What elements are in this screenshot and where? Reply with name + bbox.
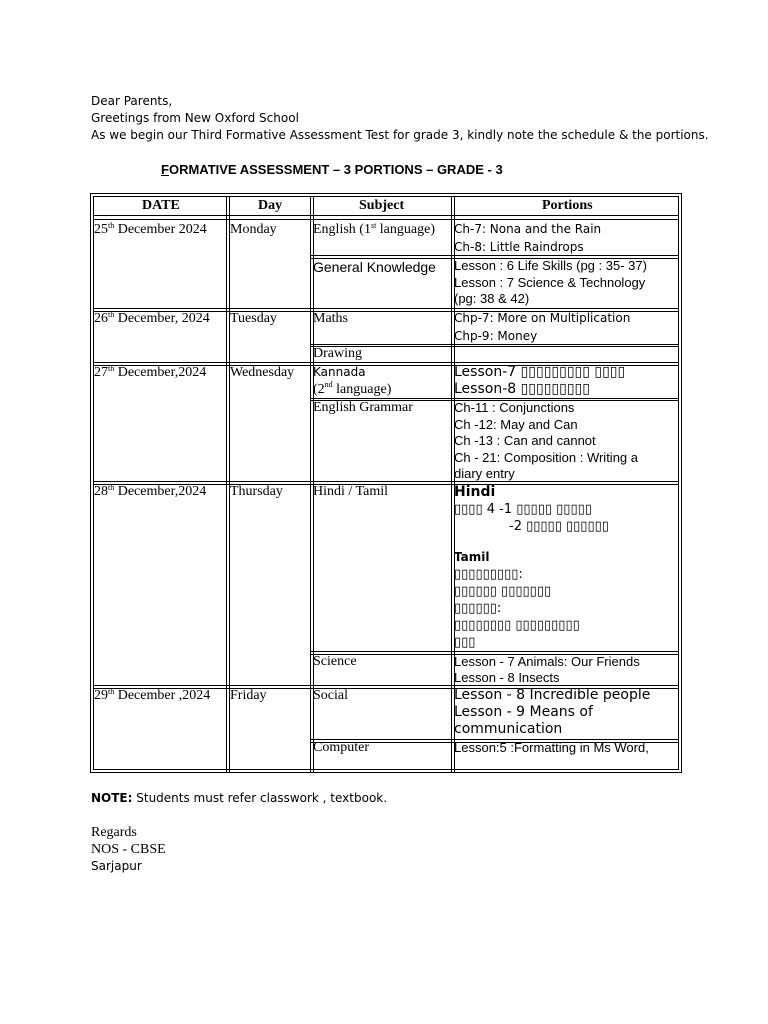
row-divider: [310, 398, 679, 399]
table-row-date: 27th December,2024: [94, 364, 207, 380]
table-row-date: 28th December,2024: [94, 483, 207, 499]
header-portions: Portions: [542, 198, 593, 213]
table-row-day: Wednesday: [230, 365, 295, 380]
row-divider: [93, 685, 679, 686]
subject-gk: General Knowledge: [313, 259, 436, 275]
row-divider: [310, 651, 679, 652]
subject-computer: Computer: [313, 740, 369, 755]
salutation: Dear Parents,: [91, 94, 173, 108]
note-label: NOTE:: [91, 791, 133, 805]
regards: Regards: [91, 825, 137, 840]
header-divider: [93, 215, 679, 216]
row-divider: [310, 346, 679, 347]
school-name: NOS - CBSE: [91, 842, 166, 857]
subject-hindi-tamil: Hindi / Tamil: [313, 484, 388, 499]
subject-kannada: Kannada (2nd language): [313, 365, 392, 397]
signature-block: [91, 824, 166, 875]
portions-kannada: Lesson-7 ▯▯▯▯▯▯▯▯▯ ▯▯▯▯ Lesson-8 ▯▯▯▯▯▯▯▯▯: [454, 364, 626, 397]
subject-english-grammar: English Grammar: [313, 400, 413, 415]
title-rest: ORMATIVE ASSESSMENT – 3 PORTIONS – GRADE - 3: [168, 162, 503, 177]
intro-message: As we begin our Third Formative Assessment Test for grade 3, kindly note the schedule & the portions.: [91, 128, 709, 142]
column-divider: [310, 196, 311, 772]
subject-maths: Maths: [313, 311, 348, 326]
column-divider: [451, 196, 452, 772]
header-day: Day: [258, 198, 283, 213]
table-row-date: 25th December 2024: [94, 221, 207, 237]
schedule-table: [90, 193, 682, 773]
table-row-day: Thursday: [230, 484, 283, 499]
intro-text: [91, 93, 709, 144]
table-row-date: 26th December, 2024: [94, 310, 210, 326]
page-title: [161, 162, 503, 177]
portions-gk: Lesson : 6 Life Skills (pg : 35- 37) Lesson : 7 Science & Technology (pg: 38 & 42): [454, 258, 647, 306]
portions-social: Lesson - 8 Incredible people Lesson - 9 Means of communication: [454, 687, 651, 737]
title-first-letter: F: [161, 162, 169, 177]
subject-drawing: Drawing: [313, 346, 362, 361]
portions-computer: Lesson:5 :Formatting in Ms Word,: [454, 740, 649, 755]
header-date: DATE: [142, 198, 180, 213]
subject-english: English (1st language): [313, 221, 435, 237]
note-text: Students must refer classwork , textbook.: [132, 791, 388, 805]
subject-science: Science: [313, 654, 357, 669]
note: [91, 791, 387, 805]
table-row-date: 29th December ,2024: [94, 687, 211, 703]
portions-hindi-tamil: Hindi ▯▯▯▯ 4 -1 ▯▯▯▯▯ ▯▯▯▯▯ -2 ▯▯▯▯▯ ▯▯▯▯▯▯ Tamil ▯▯▯▯▯▯▯▯▯: ▯▯▯▯▯▯ ▯▯▯▯▯▯▯ ▯▯▯▯▯▯: ▯▯▯▯▯▯▯▯ ▯▯▯▯▯▯▯▯▯ ▯▯▯: [454, 484, 609, 650]
school-location: Sarjapur: [91, 859, 142, 873]
portions-english: Ch-7: Nona and the Rain Ch-8: Little Raindrops: [454, 222, 602, 254]
column-divider: [226, 196, 227, 772]
greeting: Greetings from New Oxford School: [91, 111, 299, 125]
table-row-day: Monday: [230, 222, 277, 237]
portions-science: Lesson - 7 Animals: Our Friends Lesson - 8 Insects: [454, 654, 640, 685]
portions-english-grammar: Ch-11 : Conjunctions Ch -12: May and Can Ch -13 : Can and cannot Ch - 21: Composition : Writing a diary entry: [454, 400, 638, 481]
table-row-day: Tuesday: [230, 311, 277, 326]
portions-maths: Chp-7: More on Multiplication Chp-9: Money: [454, 311, 631, 343]
table-row-day: Friday: [230, 688, 267, 703]
subject-social: Social: [313, 688, 348, 703]
header-subject: Subject: [359, 198, 405, 213]
row-divider: [93, 362, 679, 363]
